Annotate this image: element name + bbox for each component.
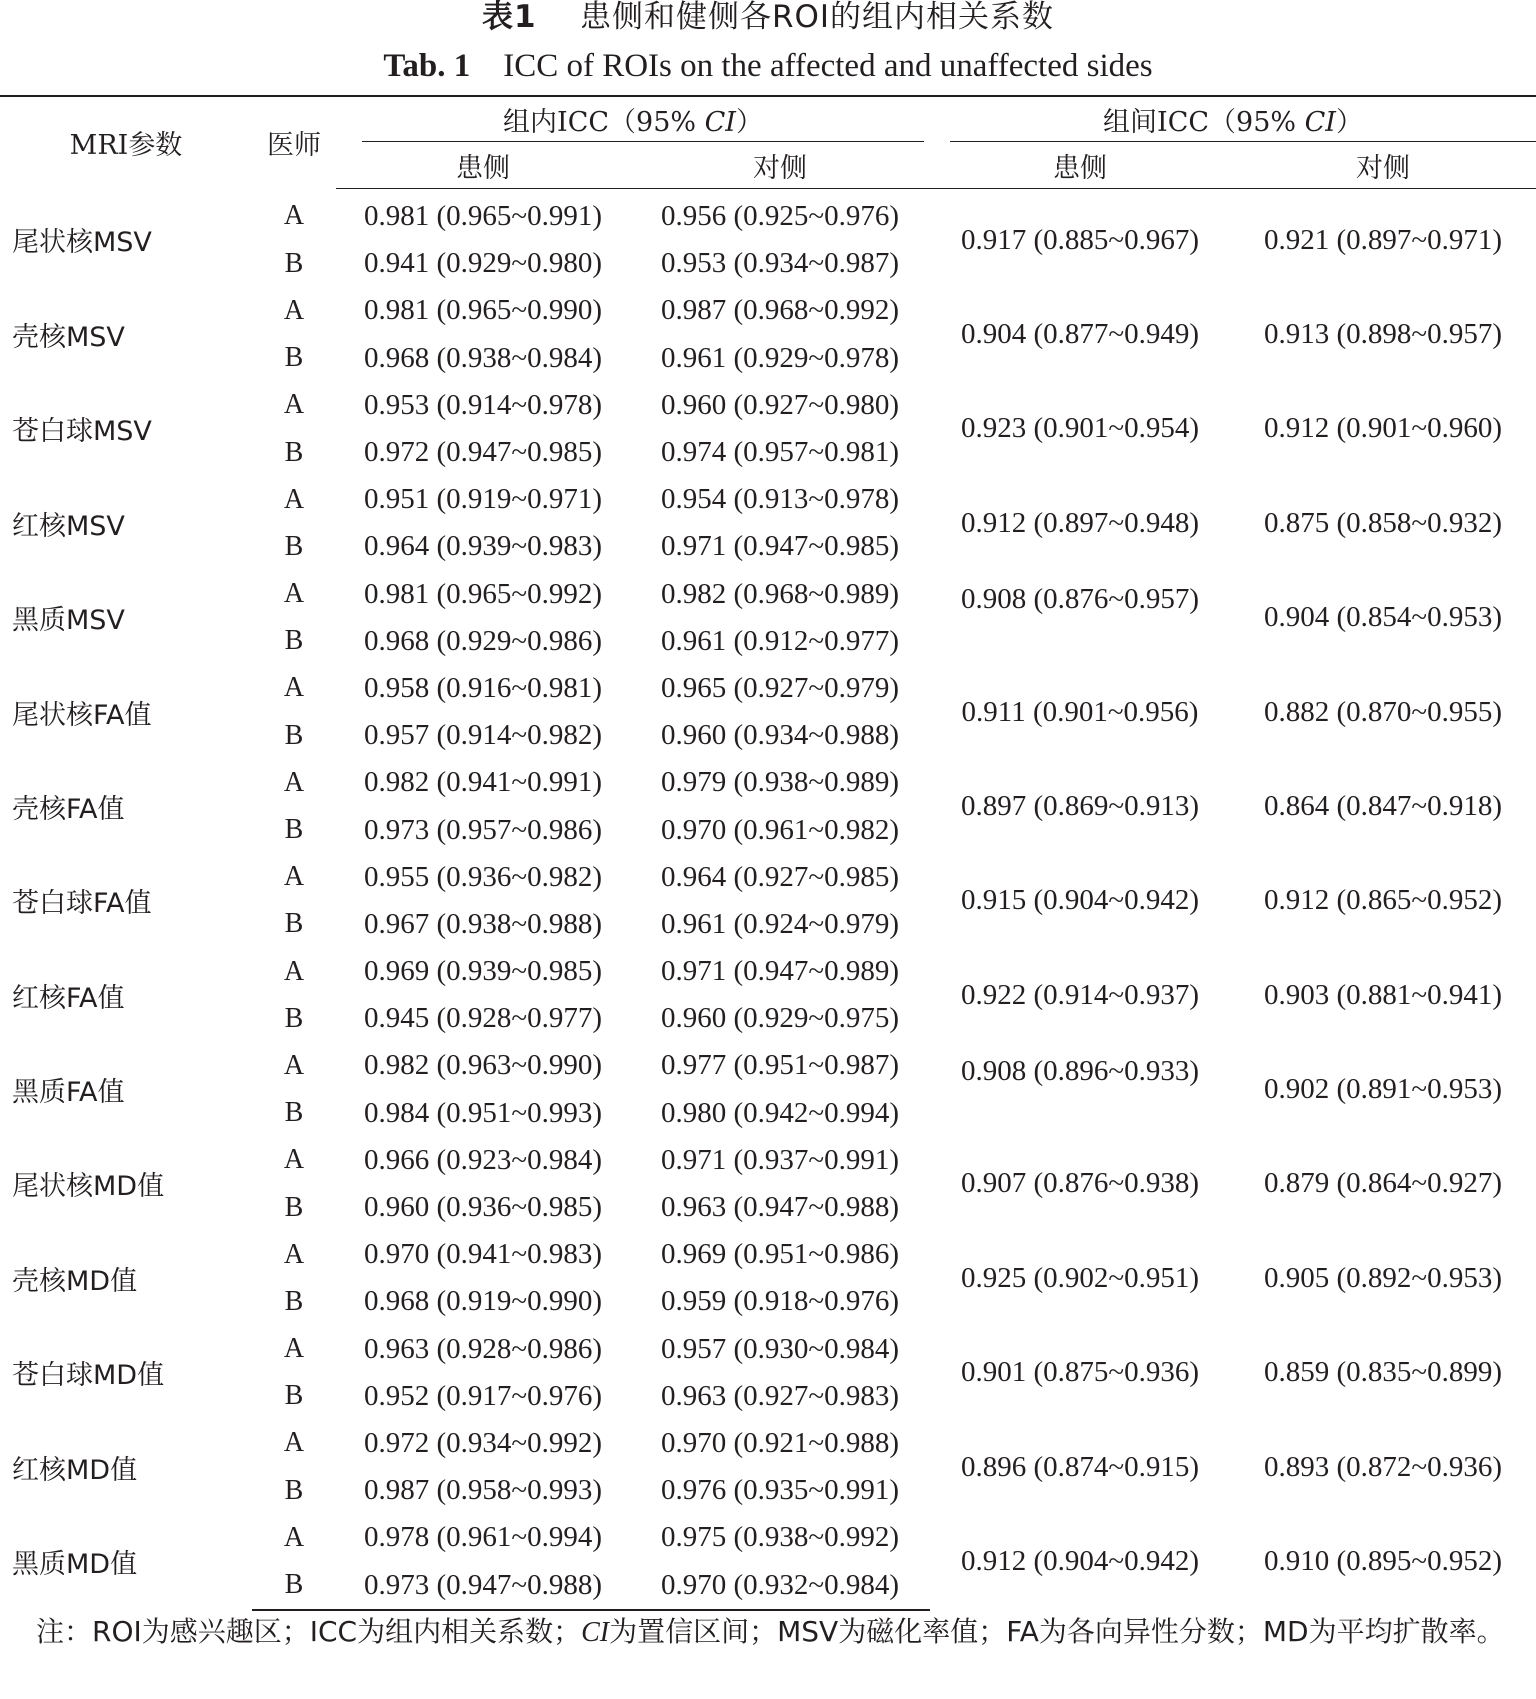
intra-affected-cell: 0.951 (0.919~0.971) [363, 483, 602, 516]
doctor-cell: A [283, 1521, 305, 1553]
inter-contralateral-cell: 0.913 (0.898~0.957) [1263, 318, 1502, 351]
inter-group-ci: CI [1304, 107, 1336, 138]
table-row [0, 1231, 1536, 1278]
header-intra-contralateral: 对侧 [630, 142, 930, 189]
doctor-cell: B [284, 247, 304, 279]
doctor-cell: A [283, 1427, 305, 1459]
footnote-ci: CI [581, 1617, 610, 1648]
inter-contralateral-cell: 0.875 (0.858~0.932) [1263, 506, 1502, 539]
doctor-cell: A [283, 1049, 305, 1081]
intra-contralateral-cell: 0.970 (0.961~0.982) [660, 813, 899, 846]
intra-contralateral-cell: 0.980 (0.942~0.994) [660, 1096, 899, 1129]
param-cell: 尾状核FA值 [12, 699, 152, 731]
doctor-cell: A [283, 294, 305, 326]
doctor-cell: A [283, 955, 305, 987]
intra-contralateral-cell: 0.974 (0.957~0.981) [660, 436, 899, 469]
intra-group-ci: CI [704, 107, 736, 138]
doctor-cell: A [283, 861, 305, 893]
intra-affected-cell: 0.958 (0.916~0.981) [363, 671, 602, 704]
intra-contralateral-cell: 0.965 (0.927~0.979) [660, 671, 899, 704]
doctor-cell: B [284, 1002, 304, 1034]
table-row [0, 1420, 1536, 1467]
table-number-en: Tab. 1 [383, 48, 471, 84]
intra-contralateral-cell: 0.971 (0.947~0.989) [660, 955, 899, 988]
inter-affected-cell: 0.908 (0.896~0.933) [960, 1055, 1199, 1088]
intra-group-label: 组内ICC（95% [503, 107, 705, 138]
intra-affected-cell: 0.963 (0.928~0.986) [363, 1332, 602, 1365]
intra-affected-cell: 0.981 (0.965~0.991) [363, 200, 602, 233]
inter-group-close: ） [1335, 107, 1363, 138]
inter-affected-cell: 0.917 (0.885~0.967) [960, 223, 1199, 256]
intra-affected-cell: 0.968 (0.938~0.984) [363, 341, 602, 374]
intra-group-close: ） [735, 107, 763, 138]
intra-affected-cell: 0.964 (0.939~0.983) [363, 530, 602, 563]
intra-affected-cell: 0.967 (0.938~0.988) [363, 907, 602, 940]
intra-affected-cell: 0.968 (0.919~0.990) [363, 1285, 602, 1318]
header-mri-param: MRI参数 [69, 130, 183, 162]
intra-contralateral-cell: 0.960 (0.934~0.988) [660, 719, 899, 752]
param-cell: 苍白球MD值 [12, 1360, 165, 1392]
intra-affected-cell: 0.987 (0.958~0.993) [363, 1474, 602, 1507]
intra-affected-cell: 0.973 (0.947~0.988) [336, 1561, 630, 1609]
table-row [0, 1137, 1536, 1184]
intra-affected-cell: 0.953 (0.914~0.978) [363, 388, 602, 421]
doctor-cell: A [283, 766, 305, 798]
inter-affected-cell: 0.907 (0.876~0.938) [960, 1167, 1199, 1200]
param-cell: 红核FA值 [12, 982, 125, 1014]
intra-affected-cell: 0.973 (0.957~0.986) [363, 813, 602, 846]
table-title-zh: 患侧和健侧各ROI的组内相关系数 [579, 0, 1055, 35]
inter-affected-cell: 0.901 (0.875~0.936) [960, 1356, 1199, 1389]
intra-contralateral-cell: 0.963 (0.947~0.988) [660, 1191, 899, 1224]
header-inter-affected: 患侧 [930, 142, 1230, 189]
intra-affected-cell: 0.957 (0.914~0.982) [363, 719, 602, 752]
doctor-cell: B [284, 719, 304, 751]
doctor-cell: B [284, 814, 304, 846]
footnote-part1: 注：ROI为感兴趣区；ICC为组内相关系数； [36, 1615, 582, 1648]
intra-affected-cell: 0.981 (0.965~0.992) [363, 577, 602, 610]
table-row [0, 665, 1536, 712]
table-row [0, 382, 1536, 429]
doctor-cell: B [284, 342, 304, 374]
param-cell: 壳核MD值 [12, 1265, 138, 1297]
intra-affected-cell: 0.972 (0.934~0.992) [363, 1426, 602, 1459]
intra-contralateral-cell: 0.961 (0.924~0.979) [660, 907, 899, 940]
param-cell: 尾状核MSV [12, 227, 152, 259]
doctor-cell: B [252, 1561, 336, 1609]
intra-affected-cell: 0.955 (0.936~0.982) [363, 860, 602, 893]
inter-affected-cell: 0.915 (0.904~0.942) [960, 884, 1199, 917]
param-cell: 红核MSV [12, 510, 125, 542]
param-cell: 壳核FA值 [12, 793, 125, 825]
inter-affected-cell: 0.911 (0.901~0.956) [961, 695, 1199, 728]
header-inter-group-icc [930, 96, 1536, 142]
intra-affected-cell: 0.968 (0.929~0.986) [363, 624, 602, 657]
doctor-cell: B [284, 1474, 304, 1506]
table-row [0, 759, 1536, 806]
param-cell: 壳核MSV [12, 322, 125, 354]
intra-contralateral-cell: 0.975 (0.938~0.992) [660, 1521, 899, 1554]
doctor-cell: A [283, 672, 305, 704]
table-row [0, 1326, 1536, 1373]
intra-contralateral-cell: 0.953 (0.934~0.987) [660, 247, 899, 280]
intra-contralateral-cell: 0.982 (0.968~0.989) [660, 577, 899, 610]
inter-group-label: 组间ICC（95% [1103, 107, 1305, 138]
doctor-cell: A [283, 1238, 305, 1270]
table-row [0, 287, 1536, 334]
param-cell: 黑质MD值 [12, 1549, 138, 1581]
table-footnote [0, 1612, 1536, 1653]
intra-contralateral-cell: 0.961 (0.929~0.978) [660, 341, 899, 374]
intra-contralateral-cell: 0.954 (0.913~0.978) [660, 483, 899, 516]
doctor-cell: A [283, 200, 305, 232]
inter-affected-cell: 0.923 (0.901~0.954) [960, 412, 1199, 445]
param-cell: 黑质FA值 [12, 1077, 125, 1109]
inter-contralateral-cell: 0.912 (0.865~0.952) [1263, 884, 1502, 917]
doctor-cell: A [283, 389, 305, 421]
intra-contralateral-cell: 0.964 (0.927~0.985) [660, 860, 899, 893]
inter-contralateral-cell: 0.905 (0.892~0.953) [1263, 1261, 1502, 1294]
intra-affected-cell: 0.952 (0.917~0.976) [363, 1379, 602, 1412]
doctor-cell: B [284, 1191, 304, 1223]
intra-contralateral-cell: 0.977 (0.951~0.987) [660, 1049, 899, 1082]
intra-affected-cell: 0.982 (0.941~0.991) [363, 766, 602, 799]
intra-contralateral-cell: 0.961 (0.912~0.977) [660, 624, 899, 657]
inter-affected-cell: 0.896 (0.874~0.915) [960, 1450, 1199, 1483]
header-intra-affected: 患侧 [336, 142, 630, 189]
table-row [0, 1042, 1536, 1089]
header-inter-contralateral: 对侧 [1230, 142, 1536, 189]
param-cell: 黑质MSV [12, 605, 125, 637]
inter-contralateral-cell: 0.879 (0.864~0.927) [1263, 1167, 1502, 1200]
doctor-cell: A [283, 483, 305, 515]
icc-table [0, 95, 1536, 1611]
intra-affected-cell: 0.978 (0.961~0.994) [363, 1521, 602, 1554]
intra-affected-cell: 0.966 (0.923~0.984) [363, 1143, 602, 1176]
inter-contralateral-cell: 0.859 (0.835~0.899) [1263, 1356, 1502, 1389]
inter-contralateral-cell: 0.910 (0.895~0.952) [1263, 1545, 1502, 1578]
inter-contralateral-cell: 0.864 (0.847~0.918) [1263, 789, 1502, 822]
inter-contralateral-cell: 0.903 (0.881~0.941) [1263, 978, 1502, 1011]
intra-contralateral-cell: 0.969 (0.951~0.986) [660, 1238, 899, 1271]
header-intra-group-icc [336, 96, 930, 142]
intra-contralateral-cell: 0.959 (0.918~0.976) [660, 1285, 899, 1318]
inter-affected-cell: 0.925 (0.902~0.951) [960, 1261, 1199, 1294]
intra-contralateral-cell: 0.960 (0.927~0.980) [660, 388, 899, 421]
intra-affected-cell: 0.970 (0.941~0.983) [363, 1238, 602, 1271]
param-cell: 苍白球FA值 [12, 888, 152, 920]
intra-contralateral-cell: 0.979 (0.938~0.989) [660, 766, 899, 799]
footnote-part2: 为置信区间；MSV为磁化率值；FA为各向异性分数；MD为平均扩散率。 [609, 1615, 1505, 1648]
intra-contralateral-cell: 0.960 (0.929~0.975) [660, 1002, 899, 1035]
table-row [0, 948, 1536, 995]
table-row [0, 1514, 1536, 1561]
doctor-cell: A [283, 1144, 305, 1176]
intra-contralateral-cell: 0.963 (0.927~0.983) [660, 1379, 899, 1412]
param-cell: 苍白球MSV [12, 416, 152, 448]
doctor-cell: B [284, 530, 304, 562]
doctor-cell: B [284, 625, 304, 657]
table-row [0, 854, 1536, 901]
table-row [0, 476, 1536, 523]
inter-affected-cell: 0.904 (0.877~0.949) [960, 318, 1199, 351]
doctor-cell: B [284, 1380, 304, 1412]
intra-affected-cell: 0.941 (0.929~0.980) [363, 247, 602, 280]
intra-affected-cell: 0.984 (0.951~0.993) [363, 1096, 602, 1129]
intra-contralateral-cell: 0.970 (0.921~0.988) [660, 1426, 899, 1459]
intra-affected-cell: 0.982 (0.963~0.990) [363, 1049, 602, 1082]
param-cell: 红核MD值 [12, 1454, 138, 1486]
intra-contralateral-cell: 0.976 (0.935~0.991) [660, 1474, 899, 1507]
table-number-zh: 表1 [481, 0, 537, 35]
inter-affected-cell: 0.912 (0.904~0.942) [960, 1545, 1199, 1578]
table-caption-zh [0, 2, 1536, 33]
intra-contralateral-cell: 0.957 (0.930~0.984) [660, 1332, 899, 1365]
inter-contralateral-cell: 0.893 (0.872~0.936) [1263, 1450, 1502, 1483]
inter-affected-cell: 0.912 (0.897~0.948) [960, 506, 1199, 539]
doctor-cell: B [284, 908, 304, 940]
inter-contralateral-cell: 0.912 (0.901~0.960) [1263, 412, 1502, 445]
intra-contralateral-cell: 0.971 (0.937~0.991) [660, 1143, 899, 1176]
inter-affected-cell: 0.922 (0.914~0.937) [960, 978, 1199, 1011]
inter-affected-cell: 0.897 (0.869~0.913) [960, 789, 1199, 822]
intra-affected-cell: 0.960 (0.936~0.985) [363, 1191, 602, 1224]
intra-contralateral-cell: 0.971 (0.947~0.985) [660, 530, 899, 563]
inter-affected-cell: 0.908 (0.876~0.957) [960, 583, 1199, 616]
doctor-cell: A [283, 1333, 305, 1365]
inter-contralateral-cell: 0.902 (0.891~0.953) [1263, 1073, 1502, 1106]
table-row [0, 189, 1536, 241]
intra-contralateral-cell: 0.956 (0.925~0.976) [660, 200, 899, 233]
table-header [0, 96, 1536, 189]
intra-contralateral-cell: 0.970 (0.932~0.984) [630, 1561, 930, 1609]
doctor-cell: B [284, 1097, 304, 1129]
table-title-en: ICC of ROIs on the affected and unaffected sides [503, 48, 1153, 84]
intra-affected-cell: 0.981 (0.965~0.990) [363, 294, 602, 327]
intra-affected-cell: 0.972 (0.947~0.985) [363, 436, 602, 469]
intra-affected-cell: 0.969 (0.939~0.985) [363, 955, 602, 988]
inter-contralateral-cell: 0.904 (0.854~0.953) [1263, 601, 1502, 634]
table-body [0, 189, 1536, 1610]
param-cell: 尾状核MD值 [12, 1171, 165, 1203]
doctor-cell: A [283, 578, 305, 610]
table-caption-en [0, 50, 1536, 83]
doctor-cell: B [284, 1285, 304, 1317]
header-doctor: 医师 [267, 130, 321, 162]
intra-contralateral-cell: 0.987 (0.968~0.992) [660, 294, 899, 327]
inter-contralateral-cell: 0.882 (0.870~0.955) [1263, 695, 1502, 728]
doctor-cell: B [284, 436, 304, 468]
table-row [0, 571, 1536, 618]
intra-affected-cell: 0.945 (0.928~0.977) [363, 1002, 602, 1035]
inter-contralateral-cell: 0.921 (0.897~0.971) [1263, 223, 1502, 256]
